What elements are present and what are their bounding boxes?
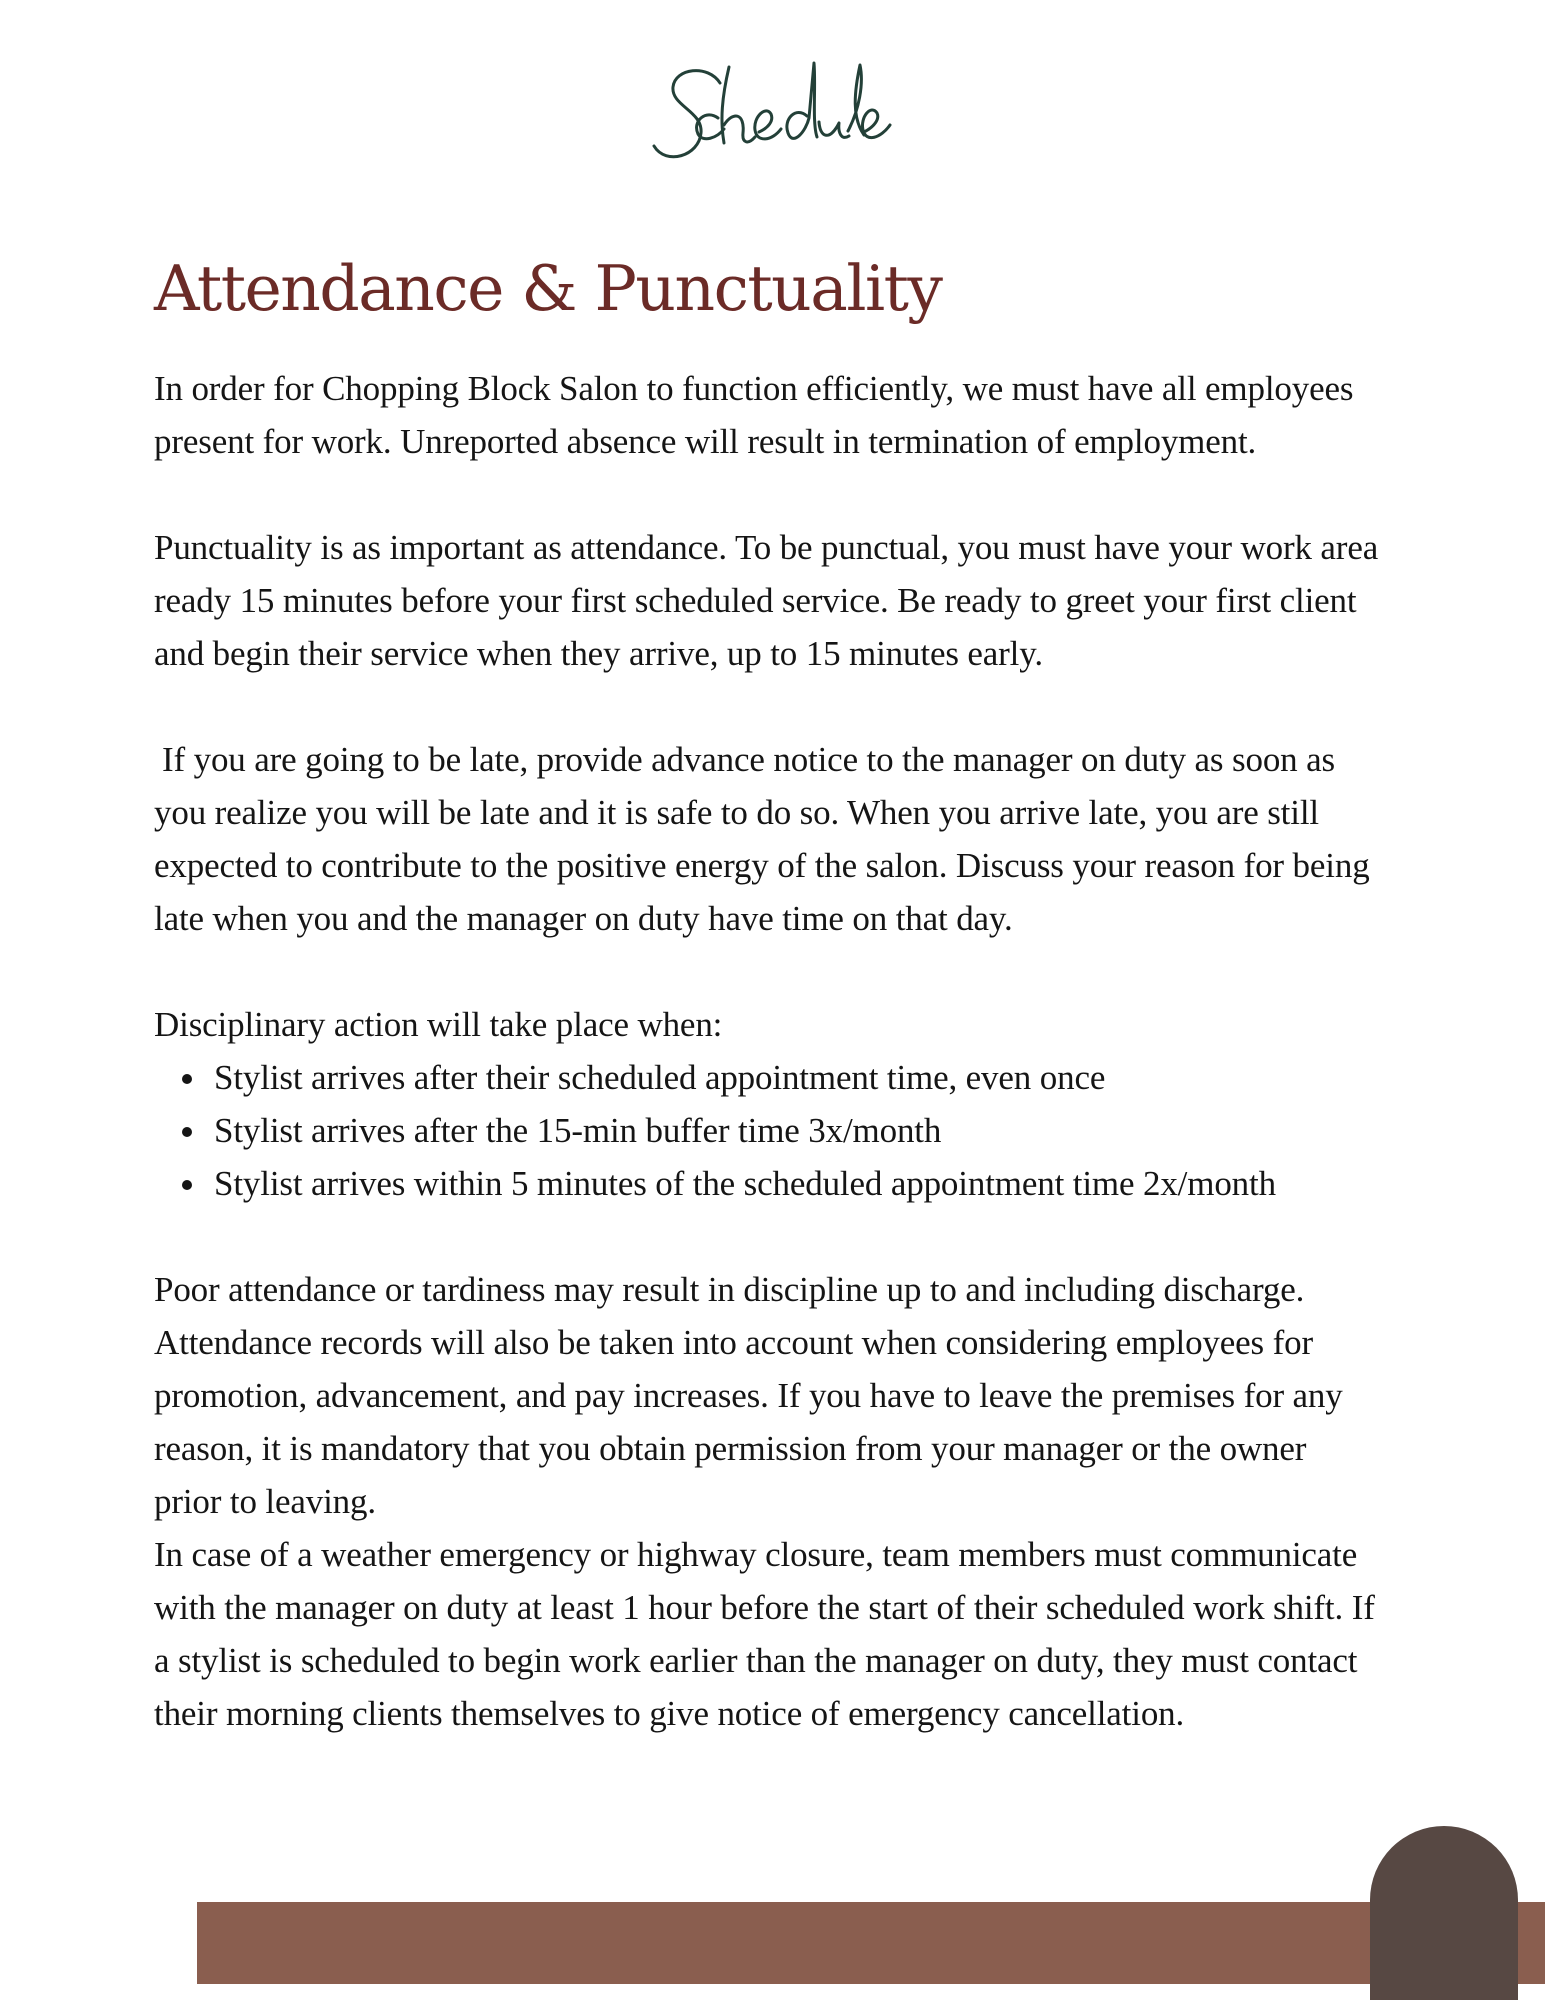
paragraph-line: reason, it is mandatory that you obtain permission from your manager or the owner bbox=[154, 1429, 1307, 1468]
paragraph-line: a stylist is scheduled to begin work earlier than the manager on duty, they must contact bbox=[154, 1641, 1358, 1680]
paragraph-line: In case of a weather emergency or highway closure, team members must communicate bbox=[154, 1535, 1358, 1574]
bullet-icon bbox=[182, 1127, 192, 1137]
list-item-text: Stylist arrives within 5 minutes of the scheduled appointment time 2x/month bbox=[214, 1164, 1276, 1203]
paragraph-line: present for work. Unreported absence will result in termination of employment. bbox=[154, 422, 1257, 461]
attendance-punctuality-heading: Attendance & Punctuality bbox=[154, 252, 942, 325]
weather-emergency-paragraph bbox=[154, 1528, 1484, 1740]
decorative-bottom-band bbox=[197, 1902, 1545, 1984]
punctuality-paragraph bbox=[154, 521, 1484, 680]
paragraph-line: and begin their service when they arrive, up to 15 minutes early. bbox=[154, 634, 1043, 673]
attendance-intro-paragraph bbox=[154, 362, 1484, 468]
disciplinary-action-list bbox=[154, 1051, 1484, 1210]
paragraph-line: ready 15 minutes before your first scheduled service. Be ready to greet your first client bbox=[154, 581, 1357, 620]
paragraph-line: late when you and the manager on duty have time on that day. bbox=[154, 899, 1013, 938]
list-item-text: Stylist arrives after the 15-min buffer time 3x/month bbox=[214, 1111, 942, 1150]
paragraph-line: with the manager on duty at least 1 hour before the start of their scheduled work shift. If bbox=[154, 1588, 1375, 1627]
paragraph-line: promotion, advancement, and pay increases. If you have to leave the premises for any bbox=[154, 1376, 1343, 1415]
attendance-policy-content bbox=[154, 362, 1484, 1740]
paragraph-line: Disciplinary action will take place when: bbox=[154, 1005, 723, 1044]
list-item bbox=[154, 1157, 1484, 1210]
late-notice-paragraph bbox=[154, 733, 1484, 945]
list-item bbox=[154, 1051, 1484, 1104]
paragraph-line bbox=[154, 733, 1484, 786]
paragraph-line: you realize you will be late and it is safe to do so. When you arrive late, you are still bbox=[154, 793, 1319, 832]
paragraph-line: Poor attendance or tardiness may result in discipline up to and including discharge. bbox=[154, 1270, 1305, 1309]
paragraph-line: In order for Chopping Block Salon to function efficiently, we must have all employees bbox=[154, 369, 1354, 408]
disciplinary-action-intro bbox=[154, 998, 1484, 1051]
schedule-handwritten-lettering bbox=[642, 55, 902, 185]
decorative-arch-shape bbox=[1370, 1826, 1518, 2000]
bullet-icon bbox=[182, 1180, 192, 1190]
paragraph-line: prior to leaving. bbox=[154, 1482, 376, 1521]
list-item-text: Stylist arrives after their scheduled appointment time, even once bbox=[214, 1058, 1106, 1097]
paragraph-line-text: If you are going to be late, provide advance notice to the manager on duty as soon as bbox=[162, 740, 1335, 779]
attendance-records-paragraph bbox=[154, 1263, 1484, 1528]
bullet-icon bbox=[182, 1074, 192, 1084]
paragraph-line: expected to contribute to the positive energy of the salon. Discuss your reason for being bbox=[154, 846, 1370, 885]
paragraph-line: Punctuality is as important as attendance. To be punctual, you must have your work area bbox=[154, 528, 1379, 567]
schedule-script-title bbox=[642, 55, 902, 185]
paragraph-line: their morning clients themselves to give notice of emergency cancellation. bbox=[154, 1694, 1185, 1733]
list-item bbox=[154, 1104, 1484, 1157]
paragraph-line: Attendance records will also be taken into account when considering employees for bbox=[154, 1323, 1313, 1362]
